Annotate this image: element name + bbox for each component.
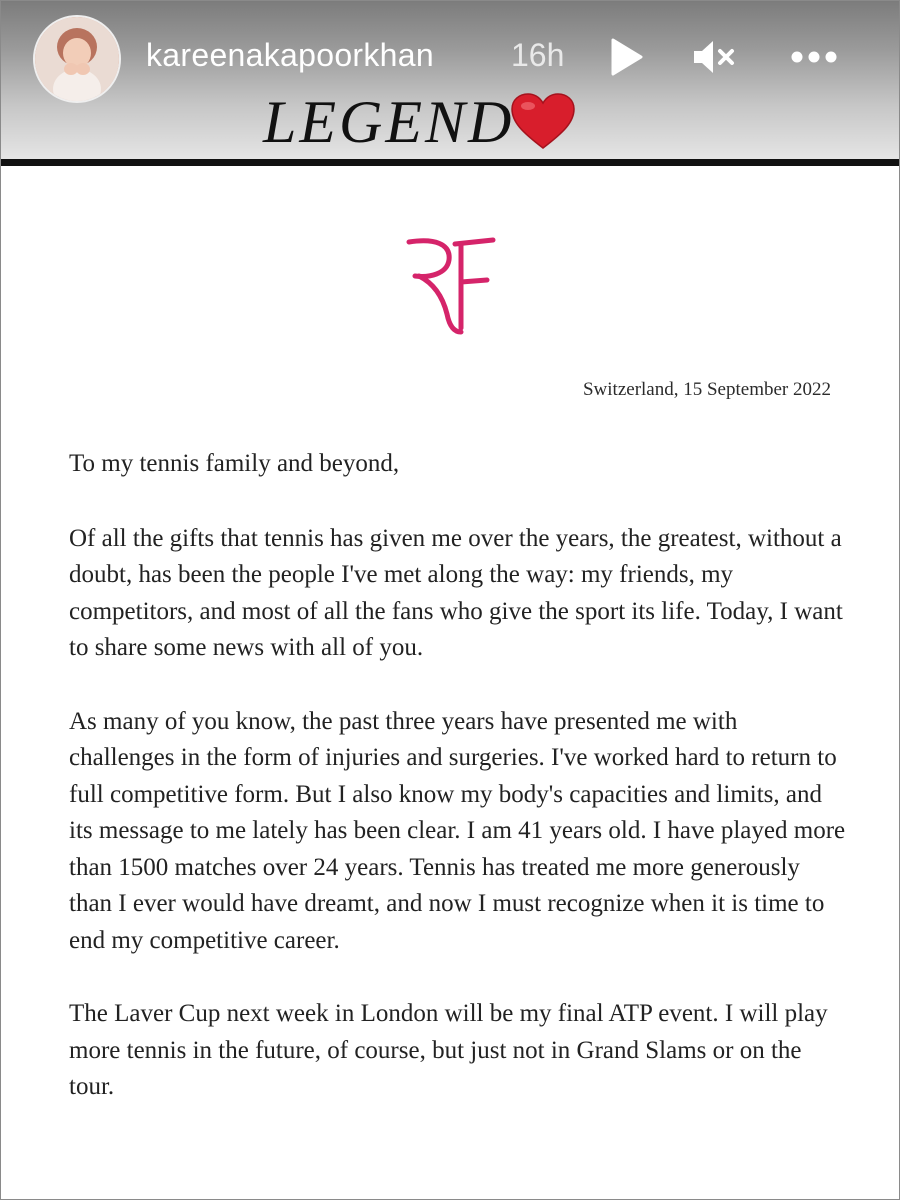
- muted-speaker-icon[interactable]: [691, 37, 737, 77]
- letter-paragraph-1: Of all the gifts that tennis has given me over the years, the greatest, without a doubt, has been the people I've met along the way: my friends, my competitors, and most of all the fans who give the sport its life. Today, I want to share some news with all of you.: [69, 524, 843, 661]
- story-text-overlay: [263, 87, 576, 157]
- play-icon[interactable]: [605, 37, 645, 77]
- more-options-icon[interactable]: [789, 37, 839, 77]
- rf-logo: [405, 236, 497, 336]
- letter-body: [69, 446, 849, 1143]
- letter-greeting: To my tennis family and beyond,: [69, 450, 400, 477]
- red-heart-icon: [510, 92, 576, 152]
- story-username[interactable]: kareenakapoorkhan: [146, 37, 434, 73]
- announcement-letter: [1, 166, 899, 1199]
- legend-text: LEGEND: [263, 89, 515, 155]
- header-divider: [1, 159, 899, 166]
- story-timestamp: 16h: [511, 37, 565, 73]
- letter-paragraph-3: The Laver Cup next week in London will be my final ATP event. I will play more tennis in the future, of course, but just not in Grand Slams or on the tour.: [69, 1000, 828, 1100]
- letter-paragraph-2: As many of you know, the past three years have presented me with challenges in the form of injuries and surgeries. I've worked hard to return to full competitive form. But I also know my body's capacities and limits, and its message to me lately has been clear. I am 41 years old. I have played more than 1500 matches over 24 years. Tennis has treated me more generously than I ever would have dreamt, and now I must recognize when it is time to end my competitive career.: [69, 707, 846, 954]
- story-header: [1, 1, 899, 161]
- letter-date: Switzerland, 15 September 2022: [582, 379, 831, 400]
- profile-avatar[interactable]: [33, 15, 121, 103]
- avatar-image: [35, 17, 119, 101]
